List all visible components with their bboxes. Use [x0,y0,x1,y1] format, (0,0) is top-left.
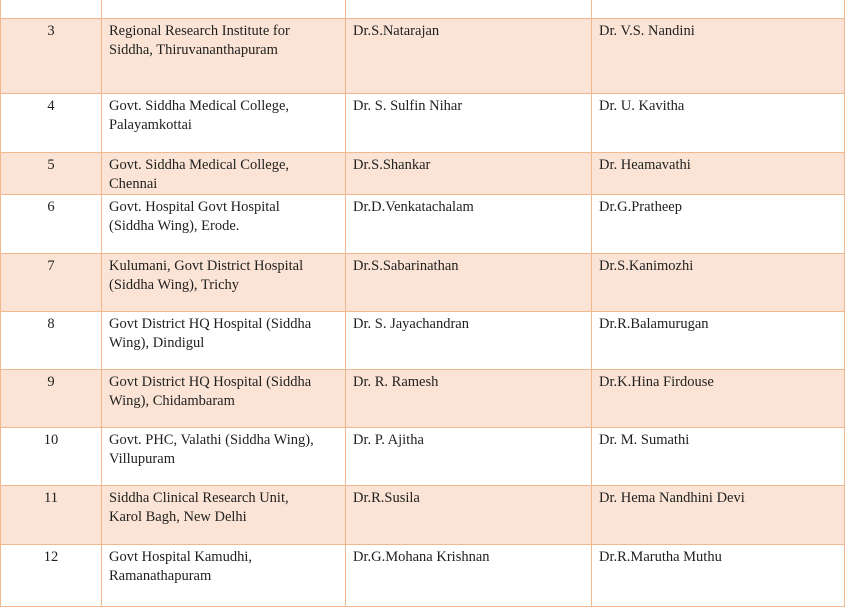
table-row [1,195,845,254]
table-row [1,370,845,428]
serial-number-cell: 9 [1,370,102,428]
member-cell: Dr. V.S. Nandini [592,19,845,94]
member-cell [346,0,592,19]
member-cell: Dr. S. Jayachandran [346,312,592,370]
member-cell: Dr. U. Kavitha [592,94,845,153]
member-cell: Dr.S.Shankar [346,153,592,195]
member-cell: Dr.R.Marutha Muthu [592,545,845,607]
institute-cell: Govt. Siddha Medical College, Chennai [102,153,346,195]
member-cell: Dr.G.Pratheep [592,195,845,254]
table-row [1,153,845,195]
member-cell: Dr.S.Natarajan [346,19,592,94]
serial-number-cell: 7 [1,254,102,312]
member-cell: Dr.G.Mohana Krishnan [346,545,592,607]
table-row [1,428,845,486]
serial-number-cell: 11 [1,486,102,545]
table-row [1,94,845,153]
serial-number-cell: 12 [1,545,102,607]
member-cell: Dr. P. Ajitha [346,428,592,486]
serial-number-cell: 8 [1,312,102,370]
institute-cell: Govt. Hospital Govt Hospital (Siddha Wing), Erode. [102,195,346,254]
serial-number-cell: 6 [1,195,102,254]
table-row [1,312,845,370]
table-row [1,19,845,94]
member-cell: Dr.R.Susila [346,486,592,545]
member-cell [592,0,845,19]
member-cell: Dr.S.Sabarinathan [346,254,592,312]
table-row [1,0,845,19]
serial-number-cell: 5 [1,153,102,195]
institute-cell: Regional Research Institute for Siddha, Thiruvananthapuram [102,19,346,94]
institute-cell: Govt. Siddha Medical College, Palayamkottai [102,94,346,153]
serial-number-cell: 3 [1,19,102,94]
institute-cell: Govt. PHC, Valathi (Siddha Wing), Villupuram [102,428,346,486]
institute-cell: Govt District HQ Hospital (Siddha Wing), Chidambaram [102,370,346,428]
member-cell: Dr.R.Balamurugan [592,312,845,370]
member-cell: Dr. Heamavathi [592,153,845,195]
table-row [1,486,845,545]
institute-cell: Kulumani, Govt District Hospital (Siddha Wing), Trichy [102,254,346,312]
member-cell: Dr. S. Sulfin Nihar [346,94,592,153]
member-cell: Dr. R. Ramesh [346,370,592,428]
member-cell: Dr. M. Sumathi [592,428,845,486]
member-cell: Dr. Hema Nandhini Devi [592,486,845,545]
institute-cell [102,0,346,19]
table-row [1,254,845,312]
institute-cell: Govt Hospital Kamudhi, Ramanathapuram [102,545,346,607]
serial-number-cell: 4 [1,94,102,153]
member-cell: Dr.D.Venkatachalam [346,195,592,254]
institute-cell: Govt District HQ Hospital (Siddha Wing), Dindigul [102,312,346,370]
institute-cell: Siddha Clinical Research Unit, Karol Bagh, New Delhi [102,486,346,545]
member-cell: Dr.S.Kanimozhi [592,254,845,312]
serial-number-cell: 10 [1,428,102,486]
table-row [1,545,845,607]
serial-number-cell [1,0,102,19]
member-cell: Dr.K.Hina Firdouse [592,370,845,428]
